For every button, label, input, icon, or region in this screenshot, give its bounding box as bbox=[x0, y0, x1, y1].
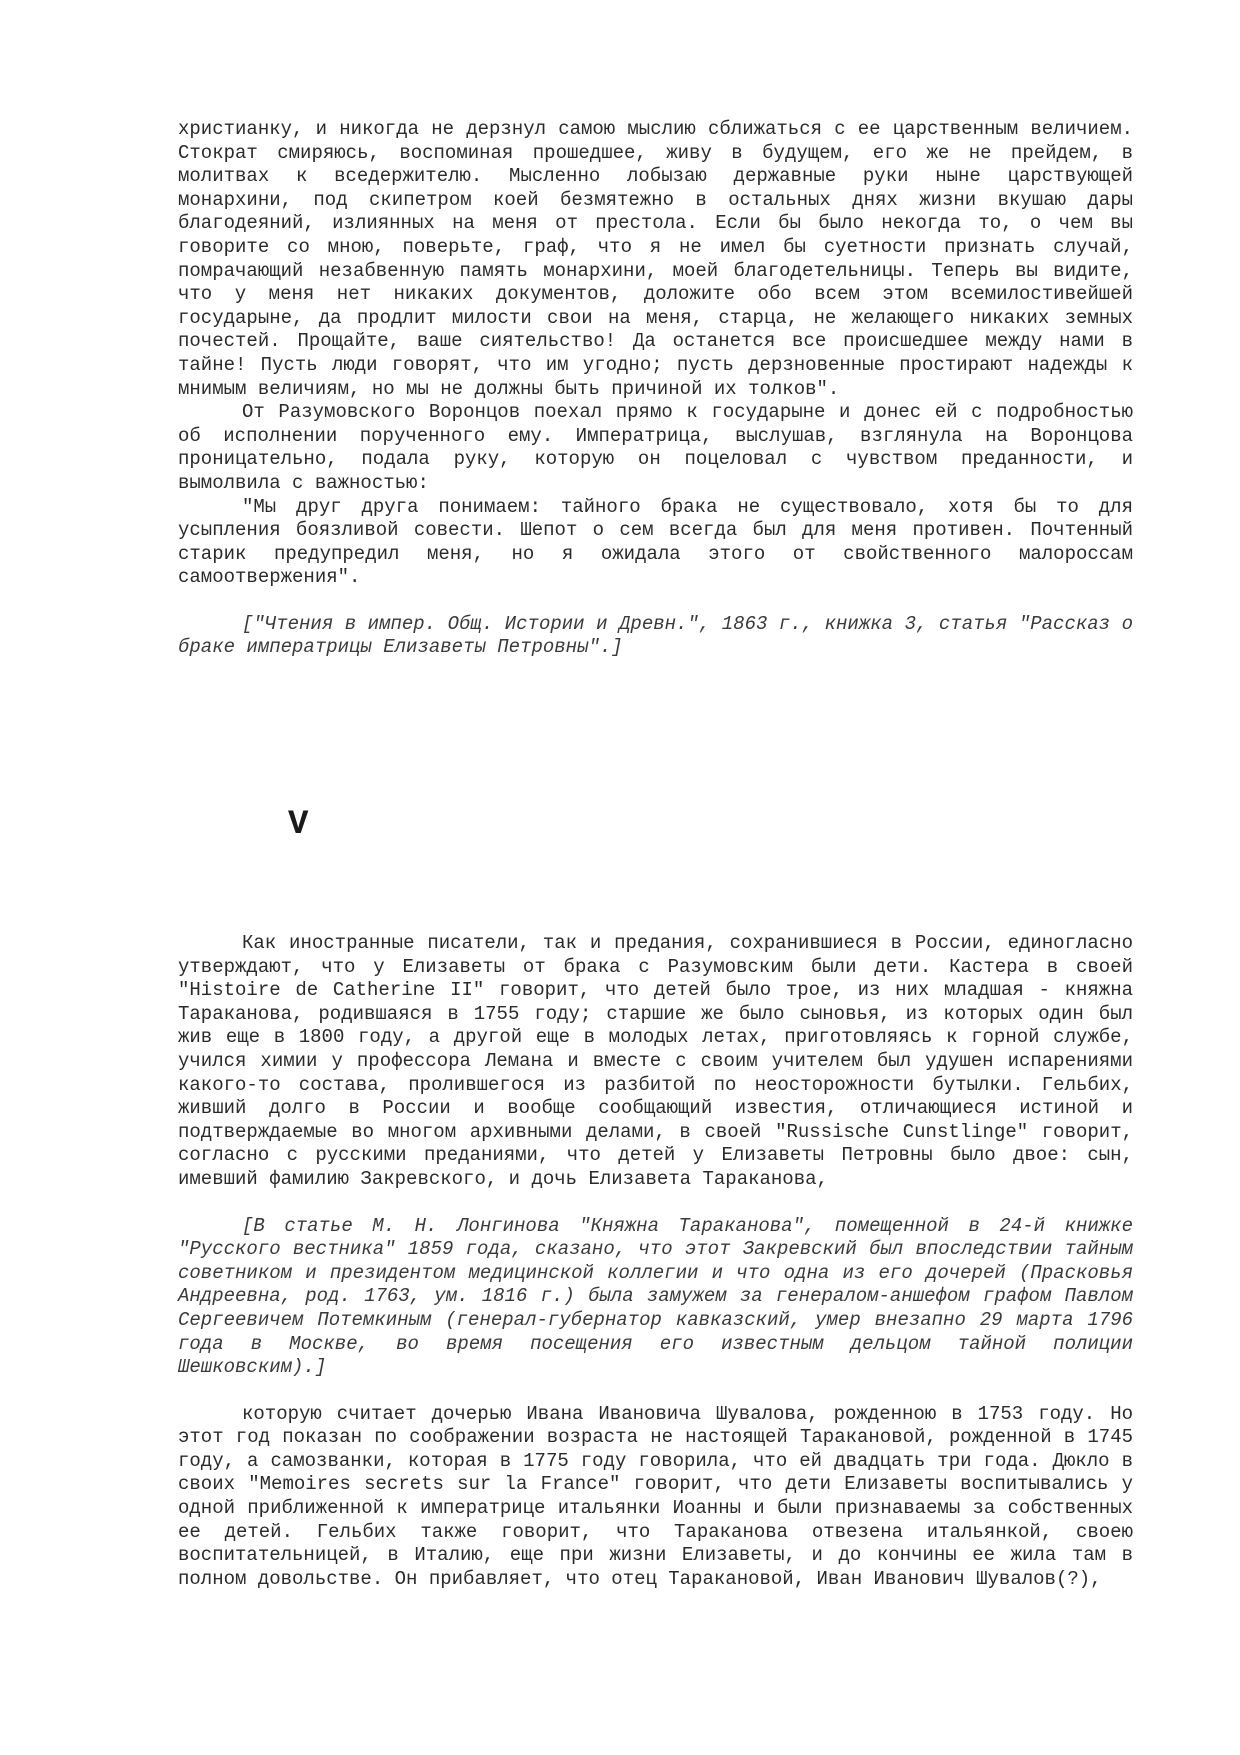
spacer bbox=[178, 1192, 1133, 1215]
paragraph-vorontsov-report: От Разумовского Воронцов поехал прямо к государыне и донес ей с подробностью об исполнении порученного ему. Императрица, выслушав, взглянула на Воронцова проницательно, подала руку, которую он поцеловал с чувством преданности, и вымолвила с важностью: bbox=[178, 401, 1133, 494]
paragraph-children-accounts: Как иностранные писатели, так и предания, сохранившиеся в России, единогласно утверждают, что у Елизаветы от брака с Разумовским были дети. Кастера в своей "Histoire de Catherine II" говорит, что детей было трое, из них младшая - княжна Тараканова, родившаяся в 1755 году; старшие же было сыновья, из которых один был жив еще в 1800 году, а другой еще в молодых летах, приготовляясь к горной службе, учился химии у профессора Лемана и вместе с своим учителем был удушен испарениями какого-то состава, пролившегося из разбитой по неосторожности бутылки. Гельбих, живший долго в России и вообще сообщающий известия, отличающиеся истиной и подтверждаемые во многом архивными делами, в своей "Russische Cunstlinge" говорит, согласно с русскими преданиями, что детей у Елизаветы Петровны было двое: сын, имевший фамилию Закревского, и дочь Елизавета Тараканова, bbox=[178, 932, 1133, 1190]
spacer bbox=[178, 1380, 1133, 1403]
footnote-source: ["Чтения в импер. Общ. Истории и Древн.", 1863 г., книжка 3, статья "Рассказ о браке императрицы Елизаветы Петровны".] bbox=[178, 612, 1133, 659]
paragraph-empress-quote: "Мы друг друга понимаем: тайного брака не существовало, хотя бы то для усыпления боязливой совести. Шепот о сем всегда был для меня противен. Почтенный старик предупредил меня, но я ожидала этого от свойственного малороссам самоотвержения". bbox=[178, 495, 1133, 589]
document-top-block bbox=[178, 118, 1133, 660]
document-bottom-block bbox=[178, 932, 1133, 1591]
chapter-title: V bbox=[288, 806, 309, 844]
footnote-longinov: [В статье М. Н. Лонгинова "Княжна Тараканова", помещенной в 24-й книжке "Русского вестника" 1859 года, сказано, что этот Закревский был впоследствии тайным советником и президентом медицинской коллегии и что одна из его дочерей (Прасковья Андреевна, род. 1763, ум. 1816 г.) была замужем за генералом-аншефом графом Павлом Сергеевичем Потемкиным (генерал-губернатор кавказский, умер внезапно 29 марта 1796 года в Москве, во время посещения его известным дельцом тайной полиции Шешковским).] bbox=[178, 1214, 1133, 1379]
spacer bbox=[178, 590, 1133, 613]
paragraph-tarakanova: которую считает дочерью Ивана Ивановича Шувалова, рожденною в 1753 году. Но этот год показан по соображении возраста не настоящей Таракановой, рожденной в 1745 году, а самозванки, которая в 1775 году говорила, что ей двадцать три года. Дюкло в своих "Memoires secrets sur la France" говорит, что дети Елизаветы воспитывались у одной приближенной к императрице итальянки Иоанны и были признаваемы за собственных ее детей. Гельбих также говорит, что Тараканова отвезена итальянкой, своею воспитательницей, в Италию, еще при жизни Елизаветы, и до кончины ее жила там в полном довольстве. Он прибавляет, что отец Таракановой, Иван Иванович Шувалов(?), bbox=[178, 1402, 1133, 1590]
paragraph-razumovsky-speech: христианку, и никогда не дерзнул самою мыслию сближаться с ее царственным величием. Стократ смиряюсь, воспоминая прошедшее, живу в будущем, его же не прейдем, в молитвах к вседержителю. Мысленно лобызаю державные руки ныне царствующей монархини, под скипетром коей безмятежно в остальных днях жизни вкушаю дары благодеяний, излиянных на меня от престола. Если бы было некогда то, о чем вы говорите со мною, поверьте, граф, что я не имел бы суетности признать случай, помрачающий незабвенную память монархини, моей благодетельницы. Теперь вы видите, что у меня нет никаких документов, доложите обо всем этом всемилостивейшей государыне, да продлит милости свои на меня, старца, не желающего никаких земных почестей. Прощайте, ваше сиятельство! Да останется все происшедшее между нами в тайне! Пусть люди говорят, что им угодно; пусть дерзновенные простирают надежды к мнимым величиям, но мы не должны быть причиной их толков". bbox=[178, 118, 1133, 400]
